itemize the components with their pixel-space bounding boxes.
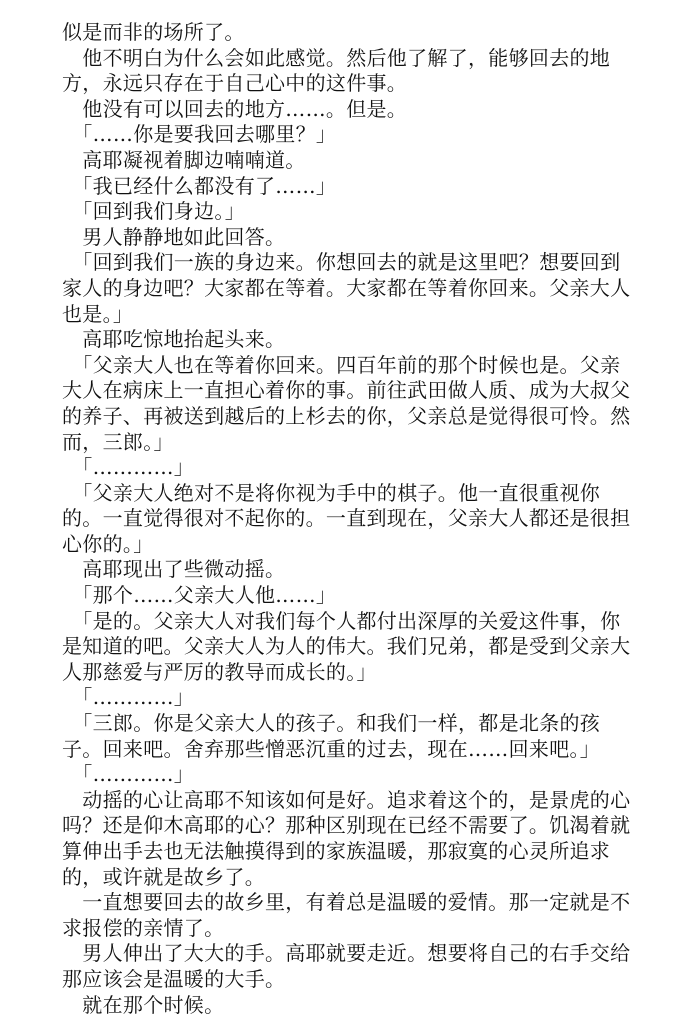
paragraph-13: 「父亲大人绝对不是将你视为手中的棋子。他一直很重视你的。一直觉得很对不起你的。一直到现在，父亲大人都还是很担心你的。」 <box>62 480 631 556</box>
paragraph-20: 动摇的心让高耶不知该如何是好。追求着这个的，是景虎的心吗？还是仰木高耶的心？那种区别现在已经不需要了。饥渴着就算伸出手去也无法触摸得到的家族温暖，那寂寞的心灵所追求的，或许就是故乡了。 <box>62 787 631 889</box>
paragraph-19: 「…………」 <box>62 762 195 787</box>
paragraph-12: 「…………」 <box>62 455 195 480</box>
paragraph-18: 「三郎。你是父亲大人的孩子。和我们一样，都是北条的孩子。回来吧。舍弃那些憎恶沉重的过去，现在……回来吧。」 <box>62 711 601 761</box>
paragraph-10: 高耶吃惊地抬起头来。 <box>62 327 286 352</box>
paragraph-23: 就在那个时候。 <box>62 992 225 1017</box>
paragraph-21: 一直想要回去的故乡里，有着总是温暖的爱情。那一定就是不求报偿的亲情了。 <box>62 890 631 940</box>
paragraph-16: 「是的。父亲大人对我们每个人都付出深厚的关爱这件事，你是知道的吧。父亲大人为人的伟大。我们兄弟，都是受到父亲大人那慈爱与严厉的教导而成长的。」 <box>62 608 631 684</box>
paragraph-17: 「…………」 <box>62 685 195 710</box>
paragraph-5: 高耶凝视着脚边喃喃道。 <box>62 147 306 172</box>
paragraph-9: 「回到我们一族的身边来。你想回去的就是这里吧？想要回到家人的身边吧？大家都在等着。大家都在等着你回来。父亲大人也是。」 <box>62 250 631 326</box>
paragraph-15: 「那个……父亲大人他……」 <box>62 583 337 608</box>
paragraph-1: 似是而非的场所了。 <box>62 20 245 44</box>
paragraph-3: 他没有可以回去的地方……。但是。 <box>62 96 408 121</box>
body-text <box>62 20 636 1018</box>
paragraph-4: 「……你是要我回去哪里？」 <box>62 122 337 147</box>
paragraph-2: 他不明白为什么会如此感觉。然后他了解了，能够回去的地方，永远只存在于自己心中的这件事。 <box>62 45 611 96</box>
paragraph-8: 男人静静地如此回答。 <box>62 224 286 249</box>
paragraph-6: 「我已经什么都没有了……」 <box>62 173 337 198</box>
paragraph-7: 「回到我们身边。」 <box>62 199 245 224</box>
paragraph-22: 男人伸出了大大的手。高耶就要走近。想要将自己的右手交给那应该会是温暖的大手。 <box>62 941 631 991</box>
paragraph-14: 高耶现出了些微动摇。 <box>62 557 286 582</box>
paragraph-11: 「父亲大人也在等着你回来。四百年前的那个时候也是。父亲大人在病床上一直担心着你的事。前往武田做人质、成为大叔父的养子、再被送到越后的上杉去的你，父亲总是觉得很可怜。然而，三郎。」 <box>62 352 631 454</box>
